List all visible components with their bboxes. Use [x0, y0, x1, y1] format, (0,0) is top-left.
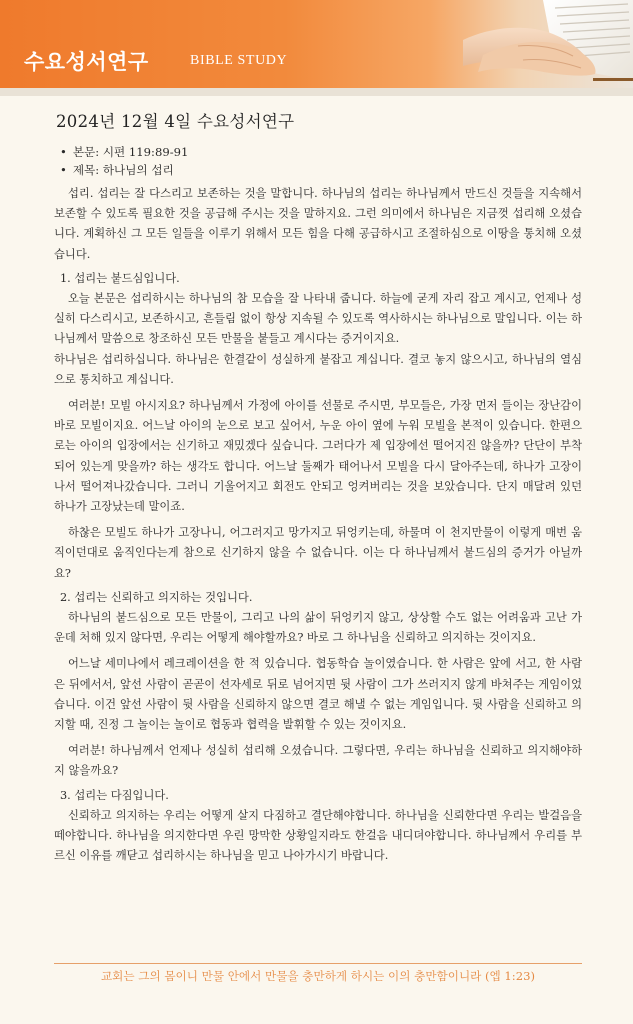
banner-subtitle: BIBLE STUDY: [190, 53, 288, 68]
footer-divider: [54, 963, 582, 964]
section-2-paragraph-2: 어느날 세미나에서 레크레이션을 한 적 있습니다. 협동학습 놀이였습니다. 한 사람은 앞에 서고, 한 사람은 뒤에서서, 앞선 사람이 곧곧이 선자세로 뒤로 넘어지면 뒷 사람이 그가 쓰러지지 않게 바쳐주는 게임이었습니다. 이건 앞선 사람이 뒷 사람을 신뢰하지 않으면 결코 해낼 수 없는 게임입니다. 뒷 사람을 신뢰하고 의지할 때, 진정 그 놀이는 놀이로 협동과 협력을 발휘할 수 있는 것이지요.: [54, 657, 582, 732]
meta-list: [54, 143, 582, 179]
footer-verse: 교회는 그의 몸이니 만물 안에서 만물을 충만하게 하시는 이의 충만함이니라 (엡 1:23): [100, 969, 535, 983]
scripture-reference: • 본문: 시편 119:89-91: [60, 143, 582, 161]
section-1-title: 1. 섭리는 붙드심입니다.: [60, 271, 180, 285]
section-1-paragraph-1: 오늘 본문은 섭리하시는 하나님의 참 모습을 잘 나타내 줍니다. 하늘에 굳게 자리 잡고 계시고, 언제나 성실히 다스리시고, 보존하시고, 흔들림 없이 항상 지속될 수 있도록 역사하시는 하나님으로 말입니다. 이는 하나님께서 말씀으로 창조하신 모든 만물을 붙들고 계시다는 증거이지요.: [54, 292, 582, 346]
page-title: 2024년 12월 4일 수요성서연구: [56, 112, 295, 131]
sermon-subject: • 제목: 하나님의 섭리: [60, 161, 582, 179]
section-1-paragraph-2: 하나님은 섭리하십니다. 하나님은 한결같이 성실하게 붙잡고 계십니다. 결코 놓지 않으시고, 하나님의 열심으로 통치하고 계십니다.: [54, 352, 582, 386]
section-2-paragraph-1: 하나님의 붙드심으로 모든 만물이, 그리고 나의 삶이 뒤엉키지 않고, 상상할 수도 없는 어려움과 고난 가운데 처해 있지 않다면, 우리는 어떻게 해야할까요? 바로 그 하나님을 신뢰하고 의지하는 것이지요.: [54, 611, 582, 645]
section-2-paragraph-3: 여러분! 하나님께서 언제나 성실히 섭리해 오셨습니다. 그렇다면, 우리는 하나님을 신뢰하고 의지해야하지 않을까요?: [54, 744, 582, 778]
document-body: [54, 108, 582, 867]
section-2-title: 2. 섭리는 신뢰하고 의지하는 것입니다.: [60, 590, 253, 604]
bible-hands-illustration: [423, 0, 633, 96]
section-1-paragraph-4: 하찮은 모빌도 하나가 고장나니, 어그러지고 망가지고 뒤엉키는데, 하물며 이 천지만물이 이렇게 매번 움직이던대로 움직인다는게 참으로 신기하지 않을 수 없습니다. 이는 다 하나님께서 붙드심의 증거가 아닐까요?: [54, 526, 582, 580]
section-3-title: 3. 섭리는 다짐입니다.: [60, 788, 169, 802]
section-1-paragraph-3: 여러분! 모빌 아시지요? 하나님께서 가정에 아이를 선물로 주시면, 부모들은, 가장 먼저 들이는 장난감이 바로 모빌이지요. 어느날 아이의 눈으로 보고 싶어서, 누운 아이 옆에 누워 모빌을 본적이 있습니다. 한편으로는 아이의 입장에서는 신기하고 재밌겠다 싶습니다. 그러다가 제 입장에선 떨어지진 않을까? 단단이 부착되어 있는게 맞을까? 하는 생각도 합니다. 어느날 둘째가 태어나서 모빌을 다시 달아주는데, 하나가 고장이나서 떨어져나갔습니다. 그러니 기울어지고 회전도 안되고 엉켜버리는 것을 보았습니다. 단지 매달려 있던 하나가 고장났는데 말이죠.: [54, 399, 582, 514]
banner-title: 수요성서연구: [24, 50, 149, 74]
header-banner: [0, 0, 633, 96]
intro-paragraph: 섭리. 섭리는 잘 다스리고 보존하는 것을 말합니다. 하나님의 섭리는 하나님께서 만드신 것들을 지속해서 보존할 수 있도록 필요한 것을 공급해 주시는 것을 말하지요. 그런 의미에서 하나님은 지금껏 섭리해 오셨습니다. 계획하신 그 모든 일들을 이루기 위해서 모든 힘을 다해 공급하시고 조절하심으로 이땅을 통치해 오셨습니다.: [54, 187, 582, 261]
section-3-paragraph-1: 신뢰하고 의지하는 우리는 어떻게 살지 다짐하고 결단해야합니다. 하나님을 신뢰한다면 우리는 발걸음을 떼야합니다. 하나님을 의지한다면 우린 망막한 상황일지라도 한걸음 내디뎌야합니다. 하나님께서 우리를 부르신 이유를 깨닫고 섭리하시는 하나님을 믿고 나아가시기 바랍니다.: [54, 808, 582, 863]
